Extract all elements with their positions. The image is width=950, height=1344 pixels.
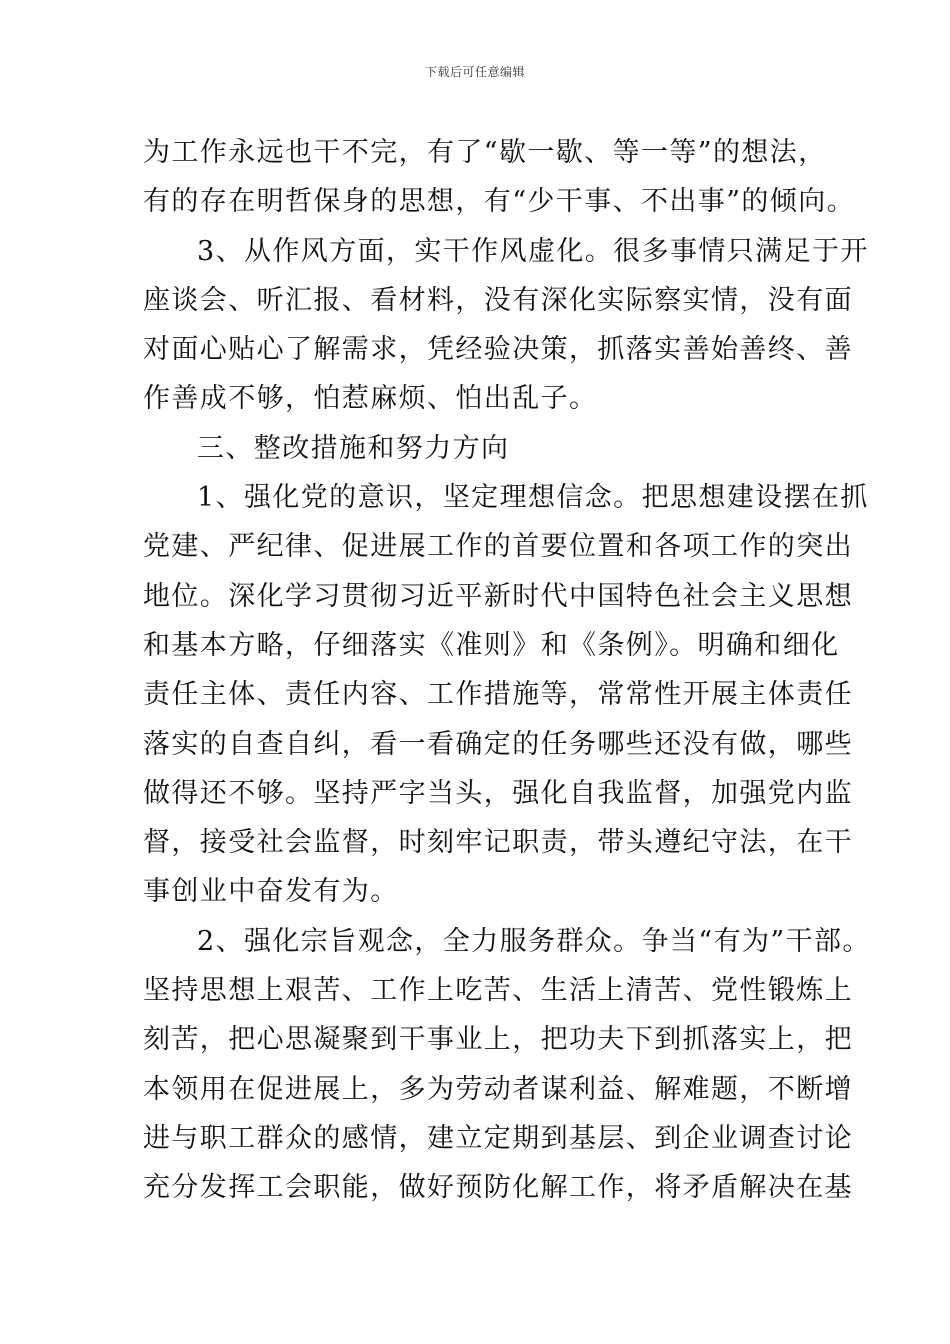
text-line: 做得还不够。坚持严字当头，强化自我监督，加强党内监 — [143, 777, 853, 809]
text-line: 党建、严纪律、促进展工作的首要位置和各项工作的突出 — [143, 531, 853, 563]
text-line: 对面心贴心了解需求，凭经验决策，抓落实善始善终、善 — [143, 334, 853, 366]
text-line: 落实的自查自纠，看一看确定的任务哪些还没有做，哪些 — [143, 728, 853, 760]
document-body — [143, 128, 871, 1213]
text-line: 刻苦，把心思凝聚到干事业上，把功夫下到抓落实上，把 — [143, 1024, 853, 1056]
text-line: 督，接受社会监督，时刻牢记职责，带头遵纪守法，在干 — [143, 827, 853, 859]
text-line: 充分发挥工会职能，做好预防化解工作，将矛盾解决在基 — [143, 1172, 853, 1204]
text-line: 坚持思想上艰苦、工作上吃苦、生活上清苦、党性锻炼上 — [143, 975, 853, 1007]
text-line: 为工作永远也干不完，有了“歇一歇、等一等”的想法， — [143, 137, 827, 168]
page-header: 下载后可任意编辑 — [424, 65, 525, 79]
text-line: 地位。深化学习贯彻习近平新时代中国特色社会主义思想 — [143, 580, 853, 612]
text-line: 3、从作风方面，实干作风虚化。很多事情只满足于开 — [197, 235, 869, 267]
text-line: 和基本方略，仔细落实《准则》和《条例》。明确和细化 — [143, 629, 840, 661]
text-line: 有的存在明哲保身的思想，有“少干事、不出事”的倾向。 — [143, 186, 856, 218]
text-line: 责任主体、责任内容、工作措施等，常常性开展主体责任 — [143, 679, 853, 711]
text-line: 座谈会、听汇报、看材料，没有深化实际察实情，没有面 — [143, 284, 853, 316]
section-heading: 三、整改措施和努力方向 — [197, 432, 510, 464]
text-line: 本领用在促进展上，多为劳动者谋利益、解难题，不断增 — [143, 1073, 853, 1105]
text-line: 作善成不够，怕惹麻烦、怕出乱子。 — [143, 383, 598, 415]
text-line: 1、强化党的意识，坚定理想信念。把思想建设摆在抓 — [197, 482, 869, 514]
text-line: 2、强化宗旨观念，全力服务群众。争当“有为”干部。 — [197, 925, 871, 957]
text-line: 进与职工群众的感情，建立定期到基层、到企业调查讨论 — [143, 1122, 853, 1154]
text-line: 事创业中奋发有为。 — [143, 876, 399, 908]
